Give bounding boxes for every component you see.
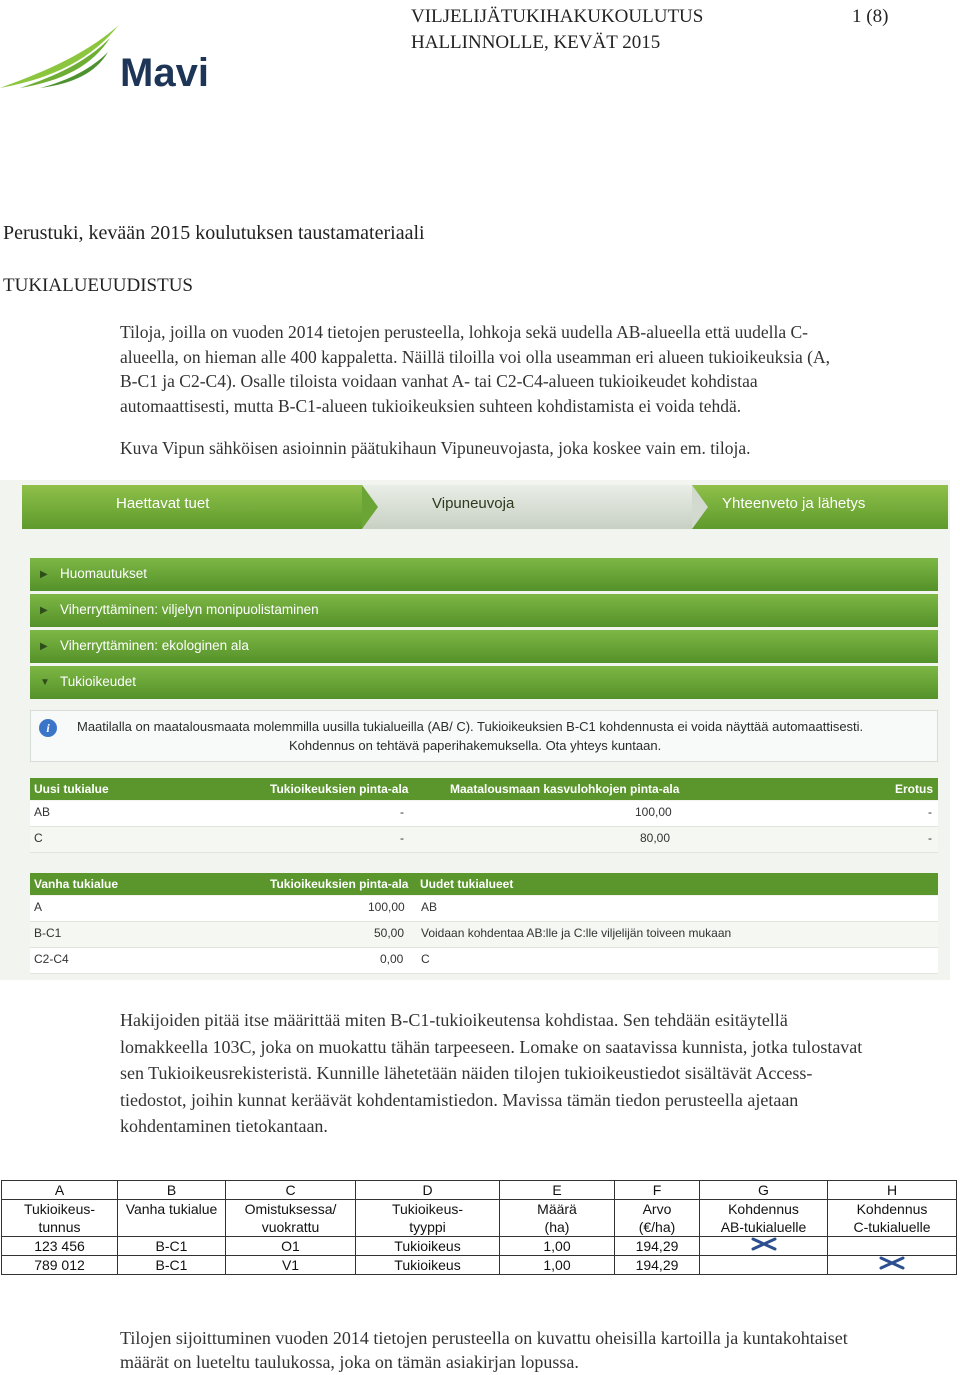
accordion-huomautukset [30, 558, 938, 591]
info-line: Maatilalla on maatalousmaata molemmilla uusilla tukialueilla (AB/ C). Tukioikeuksien B-C1 kohdennusta ei voida näyttää automaattisesti. [77, 719, 864, 734]
table-row [30, 896, 938, 922]
cell: 1,00 [500, 1256, 615, 1275]
paragraph-line: alueella, on hieman alle 400 kappaletta. Näillä tiloilla voi olla useamman eri alueen tukioikeuksia (A, [120, 346, 830, 367]
cell: AB [34, 805, 51, 819]
cell: C2-C4 [34, 952, 69, 966]
chevron-right-icon: ▶ [40, 569, 48, 580]
info-line: Kohdennus on tehtävä paperihakemuksella. Ota yhteys kuntaan. [289, 738, 662, 753]
accordion-label: Viherryttäminen: ekologinen ala [60, 638, 249, 653]
cell-c-mark [828, 1256, 957, 1275]
cell: AB [421, 900, 438, 914]
accordion-viljelyn-monipuolistaminen [30, 594, 938, 627]
column-letter: F [615, 1181, 700, 1200]
mavi-logo [0, 18, 215, 93]
table-row [2, 1237, 957, 1256]
column-letter: A [2, 1181, 118, 1200]
paragraph-line: automaattisesti, mutta B-C1-alueen tukioikeuksien suhteen kohdistamista ei voida tehdä. [120, 395, 742, 416]
header-title [411, 4, 703, 56]
accordion-label: Huomautukset [60, 566, 148, 581]
paragraph-line: lomakkeella 103C, joka on muokattu tähän tarpeeseen. Lomake on saatavissa kunnista, jotka tulostavat [120, 1036, 863, 1057]
column-header: Tukioikeuksien pinta-ala [270, 782, 409, 796]
paragraph-line: sen Tukioikeusrekisteristä. Kunnille lähetetään näiden tilojen tukioikeustiedot sisältävät Access- [120, 1063, 813, 1083]
column-letter: G [700, 1181, 828, 1200]
cell: - [400, 805, 404, 819]
accordion-ekologinen-ala [30, 630, 938, 663]
cell: C [34, 831, 43, 845]
header-title-line2: HALLINNOLLE, KEVÄT 2015 [411, 32, 661, 53]
cell: A [34, 900, 43, 914]
cell: 194,29 [615, 1237, 700, 1256]
cell: B-C1 [118, 1256, 226, 1275]
accordion-label: Viherryttäminen: viljelyn monipuolistaminen [60, 602, 319, 617]
paragraph-line: Tilojen sijoittuminen vuoden 2014 tietojen perusteella on kuvattu oheisilla kartoilla ja kuntakohtaiset [120, 1328, 848, 1348]
cell: Tukioikeus [356, 1256, 500, 1275]
column-header: Omistuksessa/ vuokrattu [226, 1200, 356, 1237]
table-row [2, 1256, 957, 1275]
cell: 194,29 [615, 1256, 700, 1275]
info-icon: i [39, 719, 57, 737]
cell: - [928, 805, 932, 819]
info-message [30, 710, 938, 762]
cell: Voidaan kohdentaa AB:lle ja C:lle viljelijän toiveen mukaan [421, 926, 732, 940]
cell: V1 [226, 1256, 356, 1275]
column-header: Määrä (ha) [500, 1200, 615, 1237]
instructions-paragraph [120, 1007, 955, 1140]
column-header: Vanha tukialue [34, 877, 119, 891]
section-title: TUKIALUEUUDISTUS [3, 275, 193, 296]
chevron-right-icon: ▶ [40, 641, 48, 652]
column-header: Arvo (€/ha) [615, 1200, 700, 1237]
cell: 100,00 [368, 900, 405, 914]
closing-paragraph [120, 1326, 940, 1374]
table-row [30, 948, 938, 974]
accordion-tukioikeudet [30, 666, 938, 699]
column-letter: D [356, 1181, 500, 1200]
page-number: 1 (8) [852, 6, 889, 27]
svg-text:Mavi: Mavi [120, 51, 209, 93]
table-row [30, 827, 938, 853]
accordion-label: Tukioikeudet [60, 674, 137, 689]
cell-ab-mark [700, 1237, 828, 1256]
paragraph-line: tiedostot, joihin kunnat keräävät kohdentamistiedon. Mavissa tämän tiedon perusteella ajetaan [120, 1089, 799, 1110]
cross-mark-icon [751, 1237, 777, 1251]
chevron-down-icon: ▼ [40, 677, 50, 688]
column-header: Kohdennus AB-tukialuelle [700, 1200, 828, 1237]
tab-arrow-icon [362, 485, 378, 529]
header-title-line1: VILJELIJÄTUKIHAKUKOULUTUS [411, 6, 704, 27]
cell [828, 1237, 957, 1256]
tab-vipuneuvoja: Vipuneuvoja [432, 495, 515, 512]
table-row [30, 801, 938, 827]
column-header: Kohdennus C-tukialuelle [828, 1200, 957, 1237]
caption-text: Kuva Vipun sähköisen asioinnin päätukihaun Vipuneuvojasta, joka koskee vain em. tiloja. [120, 438, 751, 458]
paragraph-line: Tiloja, joilla on vuoden 2014 tietojen perusteella, lohkoja sekä uudella AB-alueella että uudella C- [120, 322, 809, 342]
table-header [30, 778, 938, 800]
column-letter: E [500, 1181, 615, 1200]
tab-yhteenveto: Yhteenveto ja lähetys [722, 495, 866, 512]
column-header: Erotus [895, 782, 934, 796]
column-letters-row [2, 1181, 957, 1200]
active-tab-background [362, 485, 692, 529]
cross-mark-icon [879, 1256, 905, 1270]
form-103c-table [1, 1180, 957, 1275]
column-header: Tukioikeus- tyyppi [356, 1200, 500, 1237]
vipuneuvoja-screenshot [0, 480, 950, 980]
cell: 80,00 [640, 831, 671, 845]
paragraph-line: kohdentaminen tietokantaan. [120, 1116, 328, 1136]
paragraph-line: B-C1 ja C2-C4). Osalle tiloista voidaan vanhat A- tai C2-C4-alueen tukioikeudet kohdistaa [120, 371, 758, 392]
column-letter: C [226, 1181, 356, 1200]
tab-haettavat-tuet: Haettavat tuet [116, 495, 210, 512]
column-header: Uudet tukialueet [420, 877, 514, 891]
cell: 789 012 [2, 1256, 118, 1275]
cell: - [928, 831, 932, 845]
intro-paragraph [120, 320, 940, 418]
header-row [2, 1200, 957, 1237]
column-header: Vanha tukialue [118, 1200, 226, 1237]
cell: C [421, 952, 430, 966]
cell: 0,00 [380, 952, 404, 966]
cell: B-C1 [34, 926, 62, 940]
table-header [30, 873, 938, 895]
cell: Tukioikeus [356, 1237, 500, 1256]
paragraph-line: määrät on lueteltu taulukossa, joka on tämän asiakirjan lopussa. [120, 1352, 579, 1372]
cell: 123 456 [2, 1237, 118, 1256]
cell: - [400, 831, 404, 845]
cell: 1,00 [500, 1237, 615, 1256]
document-title: Perustuki, kevään 2015 koulutuksen taustamateriaali [3, 222, 425, 244]
column-letter: H [828, 1181, 957, 1200]
column-letter: B [118, 1181, 226, 1200]
cell: 50,00 [374, 926, 405, 940]
cell: 100,00 [635, 805, 672, 819]
cell: O1 [226, 1237, 356, 1256]
column-header: Tukioikeus- tunnus [2, 1200, 118, 1237]
table-row [30, 922, 938, 948]
figure-caption [120, 436, 940, 461]
tab-arrow-icon [692, 485, 708, 529]
paragraph-line: Hakijoiden pitää itse määrittää miten B-C1-tukioikeutensa kohdistaa. Sen tehdään esitäytellä [120, 1010, 788, 1030]
cell [700, 1256, 828, 1275]
column-header: Uusi tukialue [34, 782, 109, 796]
column-header: Maatalousmaan kasvulohkojen pinta-ala [450, 782, 680, 796]
column-header: Tukioikeuksien pinta-ala [270, 877, 409, 891]
chevron-right-icon: ▶ [40, 605, 48, 616]
cell: B-C1 [118, 1237, 226, 1256]
